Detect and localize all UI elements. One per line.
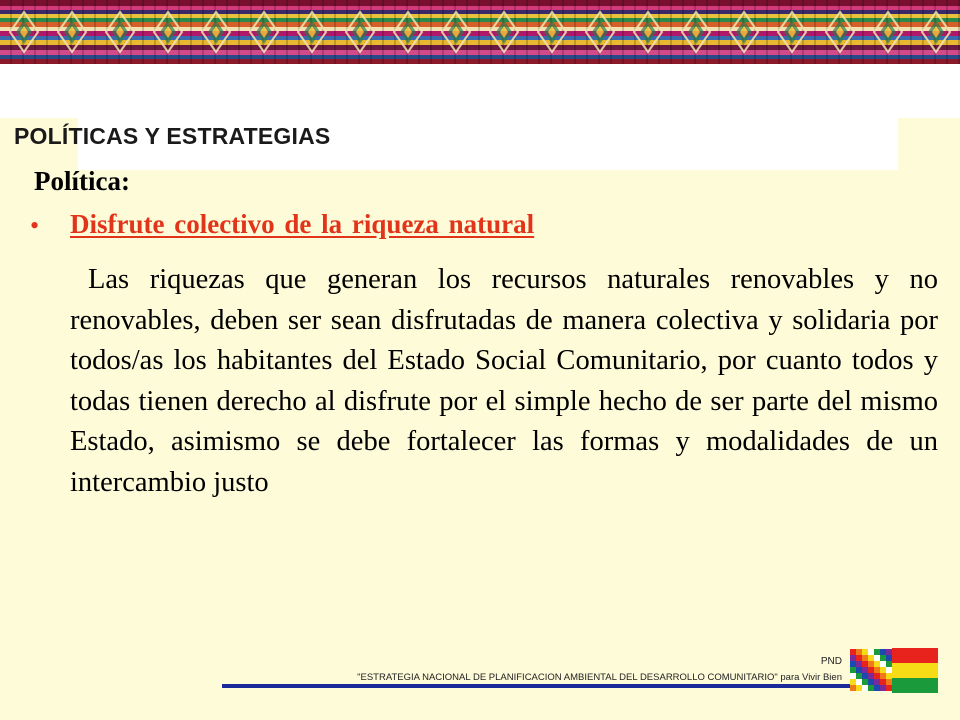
policy-title: Disfrute colectivo de la riqueza natural bbox=[70, 209, 535, 239]
policy-label: Política: bbox=[34, 166, 130, 196]
slide-heading: POLÍTICAS Y ESTRATEGIAS bbox=[14, 123, 331, 149]
wiphala-flag-icon bbox=[850, 648, 892, 693]
flag-stripe-yellow bbox=[892, 663, 938, 678]
footer-divider bbox=[222, 684, 850, 688]
footer-caption: "ESTRATEGIA NACIONAL DE PLANIFICACION AMBIENTAL DEL DESARROLLO COMUNITARIO" para Vivir Bien bbox=[357, 672, 842, 683]
policy-description: Las riquezas que generan los recursos naturales renovables y no renovables, deben ser sean disfrutadas de manera colectiva y solidaria por todos/as los habitantes del Estado Social Comunitario, por cuanto todos y todas tienen derecho al disfrute por el simple hecho de ser parte del mismo Estado, asimismo se debe fortalecer las formas y modalidades de un intercambio justo bbox=[70, 264, 938, 498]
bullet-marker: • bbox=[30, 211, 40, 240]
textile-pattern bbox=[0, 0, 960, 64]
footer-org: PND bbox=[820, 656, 842, 667]
textile-banner bbox=[0, 0, 960, 64]
flag-stripe-green bbox=[892, 678, 938, 693]
flag-stripe-red bbox=[892, 648, 938, 663]
bolivia-flag-icon bbox=[892, 648, 938, 693]
top-white-band bbox=[0, 64, 960, 118]
